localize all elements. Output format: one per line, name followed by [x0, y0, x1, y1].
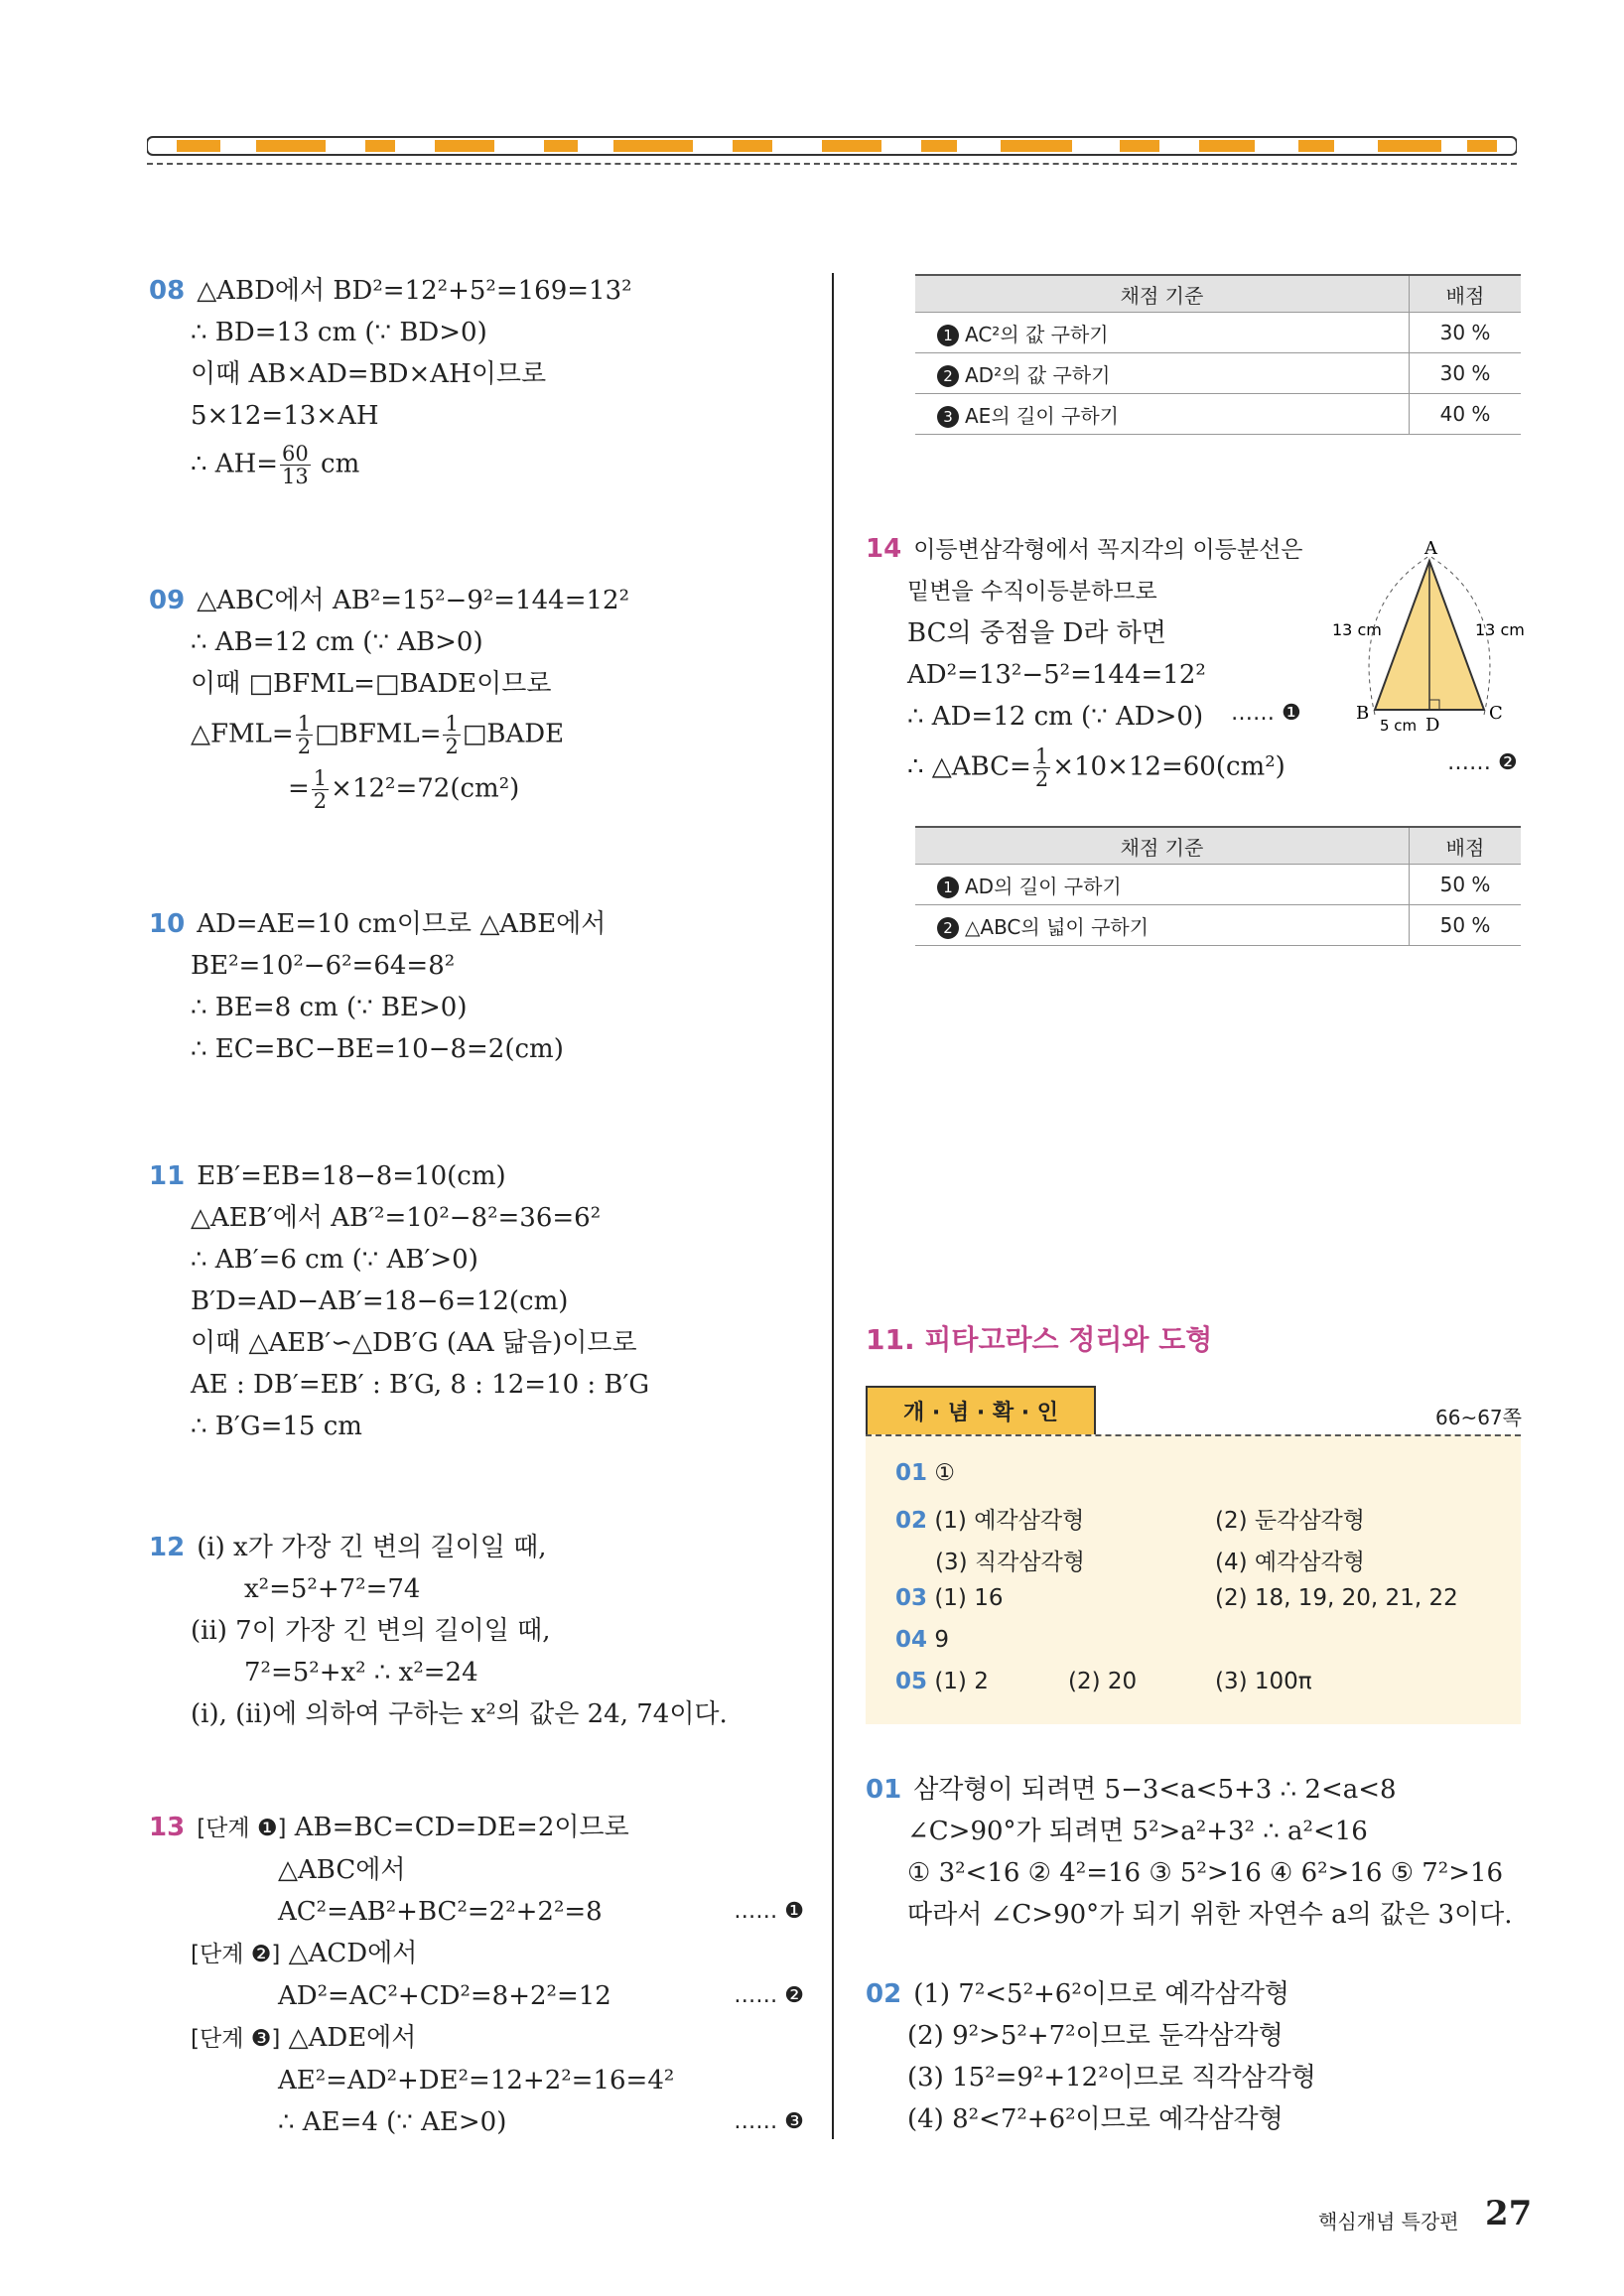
answer-text: (1) 2 — [934, 1669, 989, 1694]
concept-solution-01 — [866, 1769, 1513, 1936]
step-label: [단계 ❸] — [191, 2026, 281, 2052]
solution-line: (3) 15²=9²+12²이므로 직각삼각형 — [907, 2063, 1316, 2093]
solution-line — [149, 443, 632, 487]
step-label: [단계 ❷] — [191, 1942, 281, 1967]
vertex-label-D: D — [1425, 715, 1440, 735]
solution-line: △ACD에서 — [288, 1939, 418, 1968]
footer-label: 핵심개념 특강편 — [1318, 2210, 1459, 2233]
problem-number: 01 — [866, 1775, 902, 1805]
problem-number: 10 — [149, 909, 186, 939]
base-length-label: 5 cm — [1380, 717, 1418, 735]
problem-number: 12 — [149, 1533, 186, 1562]
solution-line: 이등변삼각형에서 꼭지각의 이등분선은 — [913, 537, 1303, 563]
solution-line: △ABD에서 BD²=12²+5²=169=13² — [197, 276, 632, 306]
solution-12 — [149, 1527, 728, 1735]
step-marker: …… ❷ — [734, 1983, 804, 2008]
solution-line: ∴ B′G=15 cm — [191, 1412, 362, 1441]
answer-number: 01 — [895, 1460, 928, 1486]
problem-number: 02 — [866, 1979, 902, 2009]
step-marker: …… ❷ — [1447, 750, 1518, 775]
step-marker: …… ❶ — [734, 1899, 804, 1924]
solution-line: ∴ AE=4 (∵ AE>0) — [278, 2107, 507, 2137]
solution-line: AD=AE=10 cm이므로 △ABE에서 — [197, 909, 607, 939]
side-length-label: 13 cm — [1475, 620, 1525, 639]
solution-line: (4) 8²<7²+6²이므로 예각삼각형 — [907, 2104, 1284, 2134]
solution-line: BE²=10²−6²=64=8² — [191, 951, 456, 981]
answer-text: (1) 예각삼각형 — [934, 1508, 1085, 1534]
solution-line: ∴ AB′=6 cm (∵ AB′>0) — [191, 1245, 478, 1275]
solution-line: B′D=AD−AB′=18−6=12(cm) — [191, 1286, 569, 1316]
solution-line: 7²=5²+x² ∴ x²=24 — [244, 1658, 478, 1688]
solution-line: 밑변을 수직이등분하므로 — [907, 579, 1157, 605]
problem-number: 08 — [149, 276, 186, 306]
side-length-label: 13 cm — [1332, 620, 1382, 639]
solution-line: ∴ AB=12 cm (∵ AB>0) — [191, 627, 483, 657]
answer-number: 05 — [895, 1669, 928, 1694]
solution-line: = $\frac{1}{2}$ ×12²=72(cm²) — [288, 766, 520, 813]
fraction: $\frac{1}{2}$ — [313, 766, 328, 813]
concept-check-tab: 개 · 념 · 확 · 인 — [866, 1386, 1096, 1436]
step-marker: …… ❸ — [734, 2109, 804, 2134]
solution-line: △ADE에서 — [288, 2023, 417, 2053]
fraction: $\frac{1}{2}$ — [297, 712, 312, 758]
solution-line: ∠C>90°가 되려면 5²>a²+3² ∴ a²<16 — [907, 1817, 1368, 1846]
table-row: 2 △ABC의 넓이 구하기 50 % — [915, 905, 1521, 946]
solution-line: ① 3²<16 ② 4²=16 ③ 5²>16 ④ 6²>16 ⑤ 7²>16 — [907, 1858, 1504, 1888]
problem-number: 11 — [149, 1161, 186, 1191]
line-text: cm — [321, 449, 360, 479]
line-text: ∴ AH= — [191, 449, 279, 479]
solution-line: 따라서 ∠C>90°가 되기 위한 자연수 a의 값은 3이다. — [907, 1900, 1513, 1930]
concept-solution-02 — [866, 1973, 1316, 2140]
table-header: 배점 — [1410, 275, 1522, 313]
answer-text: (2) 18, 19, 20, 21, 22 — [1215, 1585, 1458, 1611]
column-divider — [832, 273, 834, 2139]
section-title: 11. 피타고라스 정리와 도형 — [866, 1323, 1213, 1356]
solution-line: ∴ BE=8 cm (∵ BE>0) — [191, 993, 468, 1022]
problem-number: 09 — [149, 586, 186, 615]
answer-text: (4) 예각삼각형 — [1215, 1550, 1365, 1575]
solution-line: △ABC에서 — [278, 1855, 406, 1885]
page-range: 66~67쪽 — [1435, 1406, 1522, 1429]
table-header: 배점 — [1410, 827, 1522, 865]
table-row: 3 AE의 길이 구하기 40 % — [915, 394, 1521, 435]
table-row: 1 AC²의 값 구하기 30 % — [915, 313, 1521, 353]
answer-text: (3) 100π — [1215, 1669, 1312, 1694]
isosceles-triangle-figure — [1330, 536, 1529, 735]
answer-number: 04 — [895, 1627, 928, 1653]
solution-line: (i) x가 가장 긴 변의 길이일 때, — [197, 1533, 547, 1562]
solution-line: 이때 □BFML=□BADE이므로 — [191, 669, 552, 699]
solution-line: (2) 9²>5²+7²이므로 둔각삼각형 — [907, 2021, 1284, 2051]
solution-line: AB=BC=CD=DE=2이므로 — [294, 1813, 629, 1842]
table-header: 채점 기준 — [915, 275, 1410, 313]
scoring-table-13 — [915, 274, 1521, 435]
vertex-label-B: B — [1356, 703, 1370, 724]
answer-text: 9 — [934, 1627, 949, 1653]
solution-line: AE²=AD²+DE²=12+2²=16=4² — [278, 2066, 675, 2095]
solution-08 — [149, 270, 632, 487]
solution-line: (1) 7²<5²+6²이므로 예각삼각형 — [913, 1979, 1289, 2009]
concept-answer-box — [866, 1434, 1521, 1724]
vertex-label-A: A — [1424, 538, 1437, 559]
table-row: 2 AD²의 값 구하기 30 % — [915, 353, 1521, 394]
solution-line: △AEB′에서 AB′²=10²−8²=36=6² — [191, 1203, 602, 1233]
solution-line: (i), (ii)에 의하여 구하는 x²의 값은 24, 74이다. — [191, 1699, 728, 1729]
solution-13 — [149, 1807, 804, 2143]
solution-line: 5×12=13×AH — [191, 401, 379, 431]
solution-09 — [149, 580, 629, 812]
solution-line: ∴ EC=BC−BE=10−8=2(cm) — [191, 1034, 564, 1064]
answer-text: (2) 둔각삼각형 — [1215, 1508, 1365, 1534]
problem-number: 14 — [866, 534, 902, 564]
solution-line: EB′=EB=18−8=10(cm) — [197, 1161, 506, 1191]
solution-line: AC²=AB²+BC²=2²+2²=8 — [278, 1897, 603, 1927]
fraction: $\frac{1}{2}$ — [1034, 744, 1049, 791]
solution-line: △ABC에서 AB²=15²−9²=144=12² — [197, 586, 629, 615]
fraction: $\frac{60}{13}$ — [282, 442, 309, 488]
solution-line: △FML= $\frac{1}{2}$ □BFML= $\frac{1}{2}$ □BADE — [191, 712, 565, 758]
solution-line: 이때 △AEB′∽△DB′G (AA 닮음)이므로 — [191, 1328, 637, 1358]
solution-line: ∴ AD=12 cm (∵ AD>0) — [907, 702, 1204, 732]
step-marker: …… ❶ — [1231, 701, 1301, 726]
answer-text: (2) 20 — [1068, 1669, 1138, 1694]
step-label: [단계 ❶] — [197, 1816, 287, 1841]
header-dashed-rule — [147, 163, 1517, 165]
line-text: ×10×12=60(cm²) — [1052, 751, 1286, 782]
solution-line: 삼각형이 되려면 5−3<a<5+3 ∴ 2<a<8 — [913, 1775, 1397, 1805]
answer-number: 02 — [895, 1508, 928, 1534]
solution-line: 이때 AB×AD=BD×AH이므로 — [191, 359, 547, 389]
solution-line: x²=5²+7²=74 — [244, 1574, 421, 1604]
solution-line: AD²=AC²+CD²=8+2²=12 — [278, 1981, 611, 2011]
solution-line: AE : DB′=EB′ : B′G, 8 : 12=10 : B′G — [191, 1370, 650, 1400]
vertex-label-C: C — [1489, 703, 1503, 724]
solution-10 — [149, 903, 606, 1070]
solution-line: BC의 중점을 D라 하면 — [907, 618, 1166, 648]
page-number: 27 — [1485, 2194, 1533, 2233]
scoring-table-14 — [915, 826, 1521, 946]
fraction: $\frac{1}{2}$ — [445, 712, 459, 758]
problem-number: 13 — [149, 1813, 186, 1842]
answer-text: (1) 16 — [934, 1585, 1004, 1611]
header-decoration-band — [147, 133, 1517, 159]
table-header: 채점 기준 — [915, 827, 1410, 865]
answer-text: ① — [934, 1460, 955, 1486]
solution-line: AD²=13²−5²=144=12² — [907, 660, 1206, 690]
solution-11 — [149, 1155, 649, 1447]
answer-text: (3) 직각삼각형 — [935, 1550, 1085, 1575]
table-row: 1 AD의 길이 구하기 50 % — [915, 865, 1521, 905]
solution-line: (ii) 7이 가장 긴 변의 길이일 때, — [191, 1616, 551, 1646]
solution-line: ∴ BD=13 cm (∵ BD>0) — [191, 318, 487, 347]
answer-number: 03 — [895, 1585, 928, 1611]
line-text: ∴ △ABC= — [907, 751, 1031, 782]
